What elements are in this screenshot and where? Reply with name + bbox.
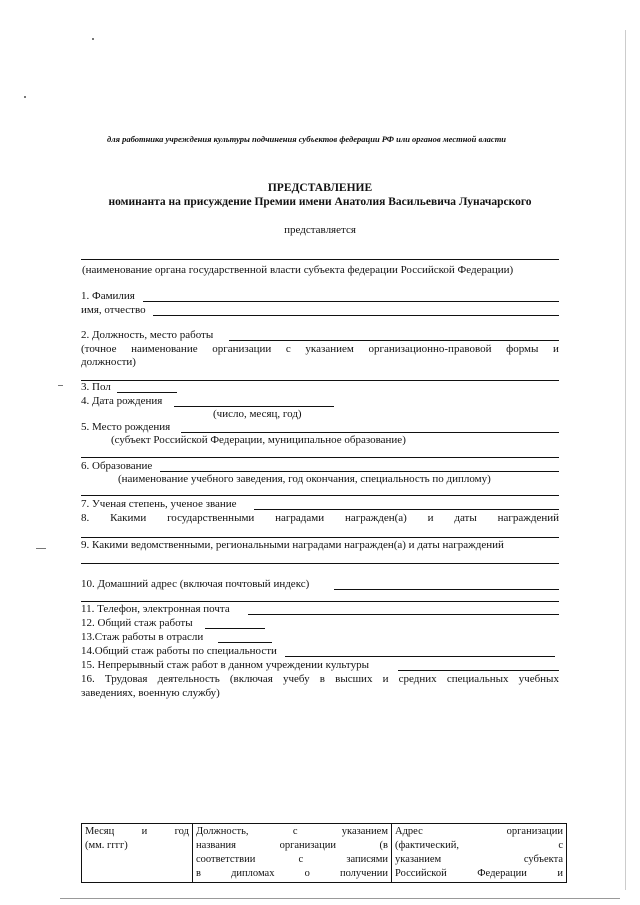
cell-word: указанием (395, 854, 442, 865)
cell-word: в (196, 868, 201, 879)
cell-word: Месяц (85, 826, 115, 837)
cell-word: (в (379, 840, 388, 851)
scan-edge (625, 30, 626, 890)
label-word: средних (398, 673, 437, 685)
position-input-line[interactable] (229, 340, 559, 341)
cell-word: год (174, 826, 189, 837)
branch-exp-label: 13.Стаж работы в отрасли (81, 631, 204, 643)
cont-exp-input-line[interactable] (398, 670, 559, 671)
cell-word: получении (339, 868, 388, 879)
total-exp-label: 12. Общий стаж работы (81, 617, 193, 629)
label-word: учебу (283, 673, 310, 685)
hint-word: (точное (81, 343, 117, 355)
cell-word: Должность, (196, 826, 249, 837)
cell-line (85, 825, 189, 839)
label-word: наградами (275, 512, 325, 524)
hint-word: наименование (131, 343, 198, 355)
cont-exp-label: 15. Непрерывный стаж работ в данном учреждении культуры (81, 659, 369, 671)
scan-edge (60, 898, 620, 899)
position-label: 2. Должность, место работы (81, 329, 214, 341)
surname-label: 1. Фамилия (81, 290, 135, 302)
hint-word: организационно-правовой (368, 343, 492, 355)
page-subtitle: номинанта на присуждение Премии имени Анатолия Васильевича Луначарского (108, 196, 532, 208)
branch-exp-input-line[interactable] (218, 642, 272, 643)
cell-word: записями (346, 854, 388, 865)
labor-label-line2: заведениях, военную службу) (81, 687, 220, 699)
hint-word: организации (212, 343, 272, 355)
hint-word: с (285, 343, 291, 355)
hint-word: указанием (305, 343, 354, 355)
birth-place-extra-line[interactable] (81, 457, 559, 458)
cell-line (196, 867, 388, 881)
hint-word: формы (506, 343, 539, 355)
total-exp-input-line[interactable] (205, 628, 265, 629)
education-label: 6. Образование (81, 460, 153, 472)
cell-line (395, 839, 563, 853)
name-input-line[interactable] (153, 315, 559, 316)
address-extra-line[interactable] (81, 601, 559, 602)
cell-line (395, 853, 563, 867)
label-word: награждений (497, 512, 559, 524)
organ-hint: (наименование органа государственной власти субъекта федерации Российской Федерации) (82, 264, 514, 276)
cell-word: Федерации (477, 868, 527, 879)
cell-line (85, 839, 189, 853)
label-word: 8. (81, 512, 90, 524)
table-cell-period (82, 824, 193, 883)
cell-word: о (304, 868, 310, 879)
label-word: Трудовая (104, 673, 148, 685)
birth-date-label: 4. Дата рождения (81, 395, 163, 407)
education-input-line[interactable] (160, 471, 559, 472)
cell-word: субъекта (523, 854, 563, 865)
label-word: (включая (229, 673, 273, 685)
position-hint-line2: должности) (81, 356, 136, 368)
label-word: деятельность (157, 673, 220, 685)
scan-speck (36, 548, 46, 549)
organ-input-line[interactable] (81, 259, 559, 260)
phone-input-line[interactable] (248, 614, 559, 615)
scan-speck (92, 38, 94, 40)
cell-word: дипломах (231, 868, 275, 879)
birth-place-input-line[interactable] (181, 432, 559, 433)
degree-label: 7. Ученая степень, ученое звание (81, 498, 237, 510)
education-extra-line[interactable] (81, 495, 559, 496)
label-word: 16. (81, 673, 95, 685)
cell-word: соответствии (196, 854, 256, 865)
label-word: и (382, 673, 389, 685)
dept-awards-label: 9. Какими ведомственными, региональными наградами награжден(а) и даты награждений (81, 539, 504, 551)
label-word: даты (454, 512, 477, 524)
cell-line (196, 853, 388, 867)
cell-word: организации (279, 840, 336, 851)
cell-word: (фактический, (395, 840, 459, 851)
dept-awards-input-line[interactable] (81, 563, 559, 564)
cell-line (196, 839, 388, 853)
table-row (82, 824, 567, 883)
education-hint: (наименование учебного заведения, год окончания, специальность по диплому) (118, 473, 491, 485)
address-label: 10. Домашний адрес (включая почтовый индекс) (81, 578, 310, 590)
cell-word: Российской (395, 868, 447, 879)
sex-input-line[interactable] (117, 392, 177, 393)
cell-word: и (557, 868, 563, 879)
position-hint-line1 (81, 343, 559, 355)
cell-word: (мм. гггг) (85, 840, 128, 851)
phone-label: 11. Телефон, электронная почта (81, 603, 230, 615)
label-word: учебных (518, 673, 559, 685)
table-cell-address (392, 824, 567, 883)
header-note: для работника учреждения культуры подчинения субъектов федерации РФ или органов местной власти (107, 134, 507, 144)
cell-word: указанием (341, 826, 388, 837)
cell-word: Адрес (395, 826, 423, 837)
degree-input-line[interactable] (254, 509, 559, 510)
label-word: Какими (110, 512, 147, 524)
spec-exp-input-line[interactable] (285, 656, 555, 657)
scan-speck (24, 96, 26, 98)
name-label: имя, отчество (81, 304, 146, 316)
scan-speck (58, 385, 63, 386)
label-word: высших (335, 673, 373, 685)
birth-date-hint: (число, месяц, год) (213, 408, 302, 420)
state-awards-label (81, 512, 559, 524)
address-input-line[interactable] (334, 589, 559, 590)
cell-word: организации (506, 826, 563, 837)
label-word: государственными (167, 512, 255, 524)
table-cell-position (193, 824, 392, 883)
page-title: ПРЕДСТАВЛЕНИЕ (267, 182, 373, 194)
cell-word: с (298, 854, 304, 865)
sex-label: 3. Пол (81, 381, 111, 393)
cell-line (395, 825, 563, 839)
birth-place-label: 5. Место рождения (81, 421, 171, 433)
cell-line (395, 867, 563, 881)
label-word: специальных (446, 673, 509, 685)
label-word: и (427, 512, 434, 524)
state-awards-input-line[interactable] (81, 537, 559, 538)
cell-word: с (292, 826, 298, 837)
spec-exp-label: 14.Общий стаж работы по специальности (81, 645, 277, 657)
cell-word: с (558, 840, 563, 851)
label-word: награжден(а) (344, 512, 407, 524)
represented-by-label: представляется (284, 224, 356, 236)
labor-table (81, 823, 567, 883)
birth-place-hint: (субъект Российской Федерации, муниципальное образование) (111, 434, 406, 446)
birth-date-input-line[interactable] (174, 406, 334, 407)
surname-input-line[interactable] (143, 301, 559, 302)
cell-line (196, 825, 388, 839)
hint-word: и (553, 343, 559, 355)
labor-label-line1 (81, 673, 559, 685)
cell-word: названия (196, 840, 236, 851)
label-word: в (319, 673, 325, 685)
cell-word: и (141, 826, 148, 837)
position-extra-line[interactable] (81, 380, 559, 381)
